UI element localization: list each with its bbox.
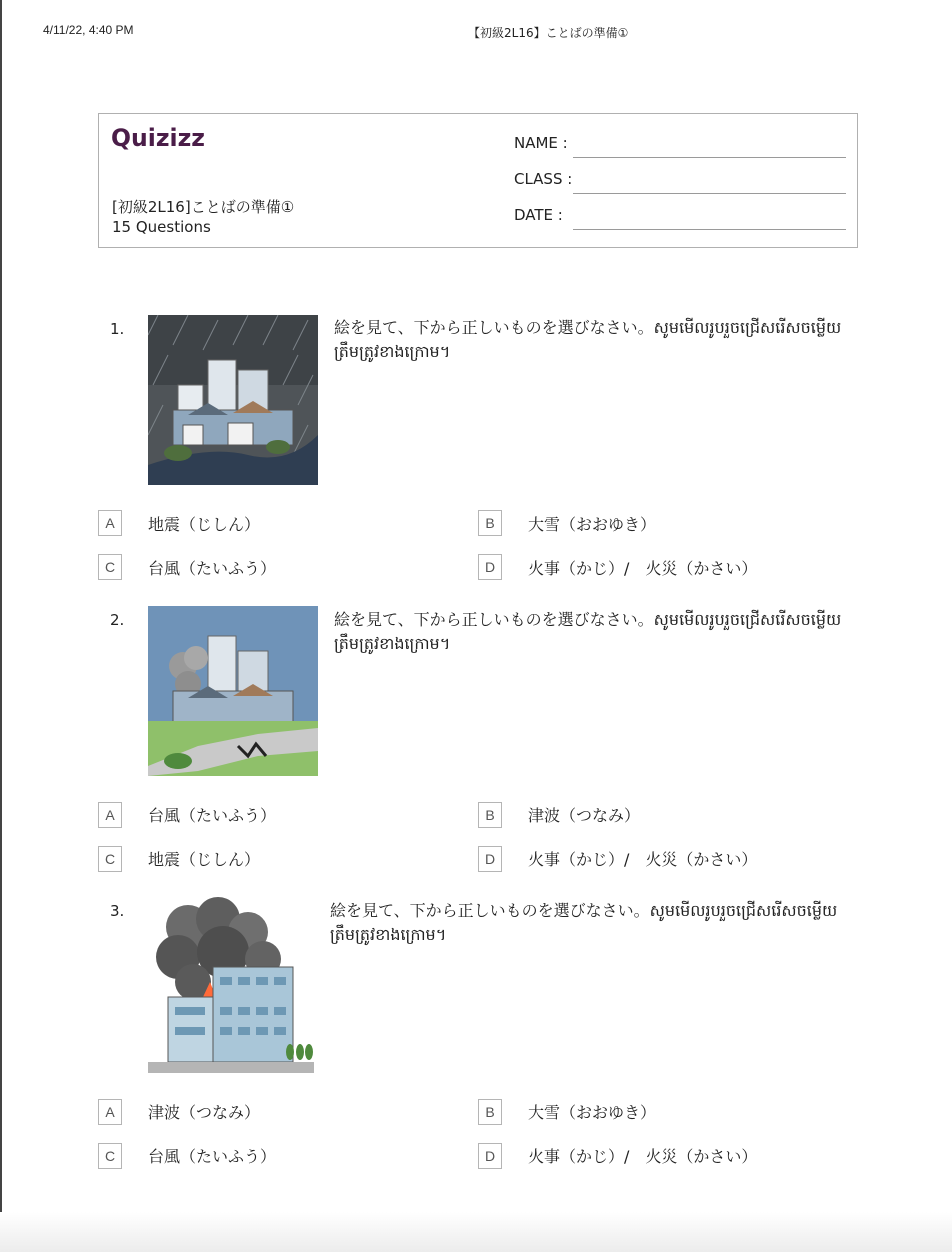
option-c-letter[interactable]: C	[98, 846, 122, 872]
option-c-letter[interactable]: C	[98, 554, 122, 580]
option-a-letter[interactable]: A	[98, 510, 122, 536]
typhoon-city-image	[148, 315, 318, 485]
option-d-letter[interactable]: D	[478, 846, 502, 872]
option-c-text: 台風（たいふう）	[148, 559, 277, 578]
class-label: CLASS :	[514, 170, 573, 188]
question-text: 絵を見て、下から正しいものを選びなさい。សូមមើលរូបរួចជ្រើសរើសចម្លើយត្រឹមត្រូវខាងក្រោម។	[334, 318, 842, 361]
print-date: 4/11/22, 4:40 PM	[43, 23, 134, 37]
building-fire-image	[148, 897, 314, 1073]
page-edge	[0, 0, 2, 1252]
page-bottom-shade	[0, 1212, 952, 1252]
option-b-text: 津波（つなみ）	[528, 806, 641, 825]
option-a-text: 津波（つなみ）	[148, 1103, 261, 1122]
option-d-letter[interactable]: D	[478, 1143, 502, 1169]
quizizz-logo	[111, 122, 211, 154]
option-c-text: 台風（たいふう）	[148, 1147, 277, 1166]
worksheet-header	[98, 113, 858, 248]
option-a-letter[interactable]: A	[98, 1099, 122, 1125]
option-b-text: 大雪（おおゆき）	[528, 515, 657, 534]
option-d-text: 火事（かじ）/ 火災（かさい）	[528, 559, 758, 578]
option-a-letter[interactable]: A	[98, 802, 122, 828]
option-c-letter[interactable]: C	[98, 1143, 122, 1169]
question-number: 2.	[110, 611, 125, 629]
class-field	[514, 170, 846, 194]
option-c-text: 地震（じしん）	[148, 850, 261, 869]
quiz-title: [初級2L16]ことばの準備①	[112, 198, 295, 216]
option-b-letter[interactable]: B	[478, 802, 502, 828]
option-d-text: 火事（かじ）/ 火災（かさい）	[528, 1147, 758, 1166]
date-field	[514, 206, 846, 230]
option-b-text: 大雪（おおゆき）	[528, 1103, 657, 1122]
option-b-letter[interactable]: B	[478, 510, 502, 536]
option-d-text: 火事（かじ）/ 火災（かさい）	[528, 850, 758, 869]
question-text: 絵を見て、下から正しいものを選びなさい。សូមមើលរូបរួចជ្រើសរើសចម្លើយត្រឹមត្រូវខាងក្រោម។	[330, 901, 838, 944]
option-d-letter[interactable]: D	[478, 554, 502, 580]
earthquake-city-image	[148, 606, 318, 776]
date-label: DATE :	[514, 206, 563, 224]
option-a-text: 地震（じしん）	[148, 515, 261, 534]
name-line	[573, 157, 846, 158]
name-label: NAME :	[514, 134, 568, 152]
class-line	[573, 193, 846, 194]
question-text: 絵を見て、下から正しいものを選びなさい。សូមមើលរូបរួចជ្រើសរើសចម្លើយត្រឹមត្រូវខាងក្រោម។	[334, 610, 842, 653]
option-a-text: 台風（たいふう）	[148, 806, 277, 825]
brand-wordmark: Quizizz	[111, 124, 205, 152]
print-title: 【初級2L16】ことばの準備①	[468, 26, 629, 40]
question-count: 15 Questions	[112, 218, 211, 236]
question-number: 1.	[110, 320, 125, 338]
name-field	[514, 134, 846, 158]
date-line	[573, 229, 846, 230]
question-number: 3.	[110, 902, 125, 920]
option-b-letter[interactable]: B	[478, 1099, 502, 1125]
